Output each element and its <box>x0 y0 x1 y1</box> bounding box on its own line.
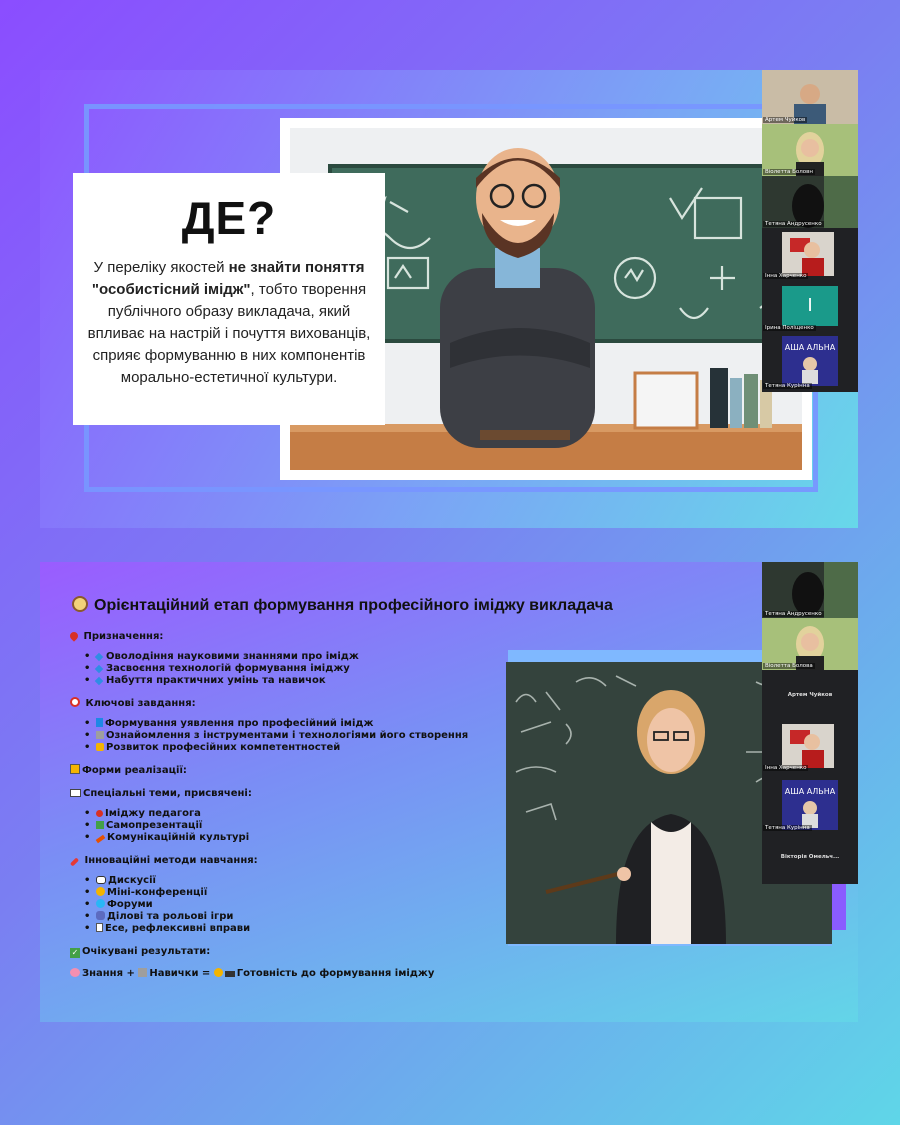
tasks-heading: Ключові завдання: <box>70 697 540 710</box>
diamond-icon <box>95 653 103 661</box>
participants-panel-bottom <box>762 562 858 884</box>
results-line: Знання + Навички = Готовність до формування іміджу <box>70 968 540 980</box>
participant-video-icon <box>762 778 858 832</box>
methods-heading: Інноваційні методи навчання: <box>70 854 540 867</box>
graduation-cap-icon <box>225 971 235 977</box>
rocket-icon <box>70 857 79 866</box>
participant-tile[interactable] <box>762 280 858 332</box>
pencil-icon <box>96 835 106 843</box>
participant-name: Тетяна Курінна <box>765 825 810 831</box>
participant-name: Артем Чуйков <box>765 117 806 123</box>
document-icon <box>96 923 103 932</box>
list-item: • Дискусії <box>86 875 540 887</box>
list-item: • Засвоєння технологій формування іміджу <box>86 663 540 675</box>
results-heading: ✓ Очікувані результати: <box>71 946 211 957</box>
list-item: • Міні-конференції <box>86 887 540 899</box>
participant-video-icon <box>762 332 858 390</box>
participant-tile[interactable] <box>762 70 858 124</box>
list-item: • Ознайомлення з інструментами і технологіями його створення <box>86 730 540 742</box>
forms-heading: Форми реалізації: <box>70 764 540 777</box>
slide-1 <box>40 70 858 528</box>
purpose-heading: Призначення: <box>70 630 540 643</box>
teacher-icon <box>96 743 104 751</box>
book-icon <box>96 718 103 727</box>
open-book-icon <box>70 789 81 797</box>
list-item: • Формування уявлення про професійний імідж <box>86 718 540 730</box>
participant-video-icon <box>762 70 858 124</box>
participant-name: Ірина Поліщенко <box>765 325 814 331</box>
participant-tile[interactable] <box>762 722 858 772</box>
topics-list <box>70 808 540 844</box>
participant-tile[interactable] <box>762 562 858 618</box>
presentation-icon <box>70 764 80 774</box>
participant-name[interactable]: Вікторія Омельч... <box>780 854 840 860</box>
participant-tile[interactable] <box>762 228 858 280</box>
participant-name: Тетяна Андрусенко <box>765 611 822 617</box>
slide-1-body <box>87 257 371 389</box>
pin-icon <box>68 630 79 641</box>
participant-name: Інна Харченко <box>765 765 807 771</box>
pin-icon <box>96 810 103 817</box>
participant-name: Віолетта Болова <box>765 663 813 669</box>
participant-name: Віолетта Боловн <box>765 169 813 175</box>
target-icon <box>70 697 80 707</box>
list-item: • Ділові та рольові ігри <box>86 911 540 923</box>
list-item: • Оволодіння науковими знаннями про імідж <box>86 651 540 663</box>
slide-1-title: ДЕ? <box>181 192 277 244</box>
svg-text:АША АЛЬНА: АША АЛЬНА <box>784 787 836 796</box>
list-item: • Іміджу педагога <box>86 808 540 820</box>
tools-icon <box>138 968 147 977</box>
theater-masks-icon <box>96 911 105 920</box>
purpose-list <box>70 651 540 687</box>
participant-tile[interactable] <box>762 332 858 390</box>
diamond-icon <box>95 665 103 673</box>
participants-panel-top <box>762 70 858 392</box>
participant-tile[interactable] <box>762 124 858 176</box>
list-item: • Комунікаційній культурі <box>86 832 540 844</box>
check-icon: ✓ <box>71 948 79 957</box>
slide-1-text-card <box>73 173 385 425</box>
participant-tile[interactable] <box>762 618 858 670</box>
participant-video-icon <box>762 562 858 618</box>
brain-icon <box>70 968 80 977</box>
body-text-post: , тобто творення публічного образу викладача, який впливає на настрій і почуття вихованців, сприяє формуванню в них компонентів морально-естетичної культури. <box>87 281 371 386</box>
list-item: • Есе, рефлексивні вправи <box>86 923 540 935</box>
body-text-bold: не знайти поняття "особистісний імідж" <box>91 259 365 298</box>
methods-list <box>70 875 540 935</box>
list-item: • Набуття практичних умінь та навичок <box>86 675 540 687</box>
muscle-icon <box>214 968 223 977</box>
svg-text:АША АЛЬНА: АША АЛЬНА <box>784 343 836 352</box>
slide-2-content <box>70 630 540 980</box>
list-item: • Форуми <box>86 899 540 911</box>
topics-heading: Спеціальні теми, присвячені: <box>70 787 540 800</box>
participant-tile[interactable] <box>762 176 858 228</box>
conference-icon <box>96 887 105 896</box>
puzzle-icon <box>96 821 104 829</box>
list-item: • Розвиток професійних компетентностей <box>86 742 540 754</box>
diamond-icon <box>95 677 103 685</box>
tools-icon <box>96 731 104 739</box>
list-item: • Самопрезентації <box>86 820 540 832</box>
slide-2 <box>40 562 858 1022</box>
participant-name[interactable]: Артем Чуйков <box>787 692 833 698</box>
participant-name: Тетяна Курінна <box>765 383 810 389</box>
compass-icon <box>72 596 88 612</box>
slide-2-title: Орієнтаційний етап формування професійного іміджу викладача <box>72 596 772 615</box>
participant-tile[interactable] <box>762 778 858 832</box>
globe-icon <box>96 899 105 908</box>
participant-name: Тетяна Андрусенко <box>765 221 822 227</box>
body-text-pre: У переліку якостей <box>93 259 229 276</box>
speech-bubble-icon <box>96 876 106 884</box>
tasks-list <box>70 718 540 754</box>
participant-name: Інна Харченко <box>765 273 807 279</box>
participant-initial-avatar: І <box>782 286 838 326</box>
